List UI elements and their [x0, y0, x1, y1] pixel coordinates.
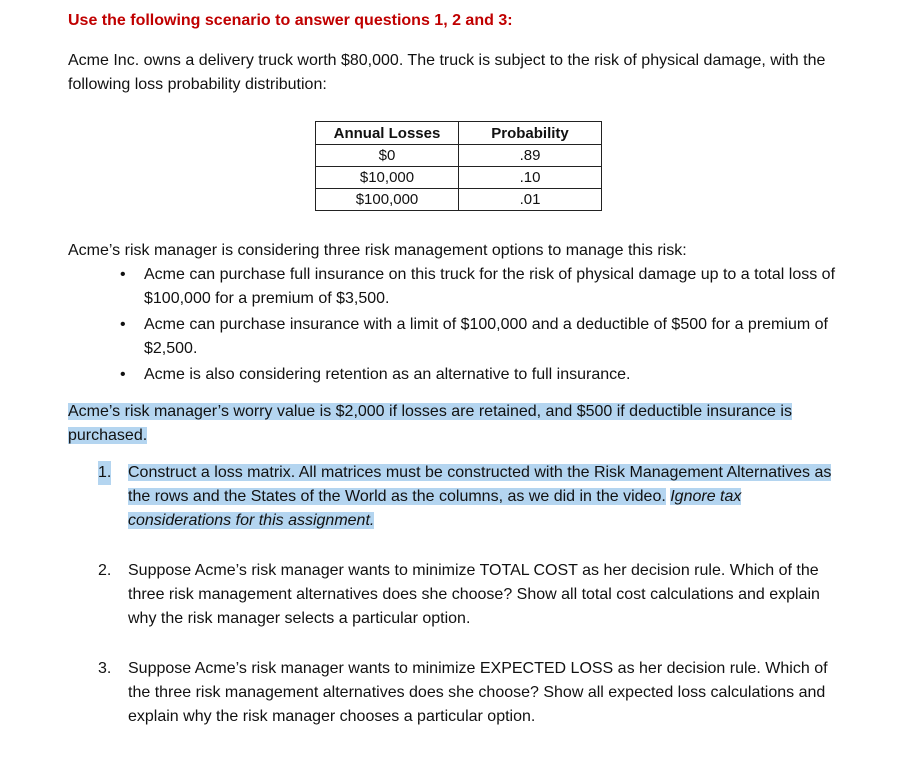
question-note: Ignore tax considerations for this assignment. [128, 488, 742, 529]
loss-cell: $0 [316, 145, 459, 167]
scenario-intro: Acme Inc. owns a delivery truck worth $80,000. The truck is subject to the risk of physical damage, with the following loss probability distribution: [68, 52, 826, 93]
question-number: 3. [98, 660, 112, 677]
loss-cell: $100,000 [316, 189, 459, 211]
header-probability: Probability [459, 122, 602, 145]
question-number: 2. [98, 562, 112, 579]
loss-cell: $10,000 [316, 167, 459, 189]
table-header-row [316, 122, 602, 145]
question-text: Suppose Acme’s risk manager wants to minimize EXPECTED LOSS as her decision rule. Which of the three risk management alternatives does she choose? Show all expected loss calculations and explain why the risk manager chooses a particular option. [128, 660, 828, 725]
table-row [316, 145, 602, 167]
bullet-icon: • [120, 266, 126, 283]
options-lead: Acme’s risk manager is considering three risk management options to manage this risk: [68, 242, 687, 259]
worry-value-paragraph [68, 400, 848, 448]
list-item [108, 363, 853, 387]
bullet-icon: • [120, 316, 126, 333]
loss-distribution-table [315, 121, 602, 211]
option-text: Acme can purchase insurance with a limit of $100,000 and a deductible of $500 for a premium of $2,500. [144, 316, 828, 357]
option-text: Acme is also considering retention as an alternative to full insurance. [144, 366, 631, 383]
question-text: Suppose Acme’s risk manager wants to minimize TOTAL COST as her decision rule. Which of the three risk management alternatives does she choose? Show all total cost calculations and explain why the risk manager selects a particular option. [128, 562, 820, 627]
scenario-heading: Use the following scenario to answer questions 1, 2 and 3: [68, 12, 513, 29]
probability-cell: .89 [459, 145, 602, 167]
worry-value-text: Acme’s risk manager’s worry value is $2,000 if losses are retained, and $500 if deductible insurance is purchased. [68, 403, 792, 444]
question-number: 1. [98, 461, 111, 485]
list-item [108, 263, 853, 311]
question-text: Construct a loss matrix. All matrices must be constructed with the Risk Management Alternatives as the rows and the States of the World as the columns, as we did in the video. [128, 464, 832, 505]
question-1 [98, 461, 848, 533]
bullet-icon: • [120, 366, 126, 383]
option-text: Acme can purchase full insurance on this truck for the risk of physical damage up to a total loss of $100,000 for a premium of $3,500. [144, 266, 836, 307]
probability-cell: .10 [459, 167, 602, 189]
question-2 [98, 559, 848, 631]
options-list [108, 263, 853, 389]
probability-cell: .01 [459, 189, 602, 211]
questions-list [98, 461, 848, 729]
header-annual-losses: Annual Losses [316, 122, 459, 145]
question-3 [98, 657, 848, 729]
list-item [108, 313, 853, 361]
table-row [316, 167, 602, 189]
table-row [316, 189, 602, 211]
